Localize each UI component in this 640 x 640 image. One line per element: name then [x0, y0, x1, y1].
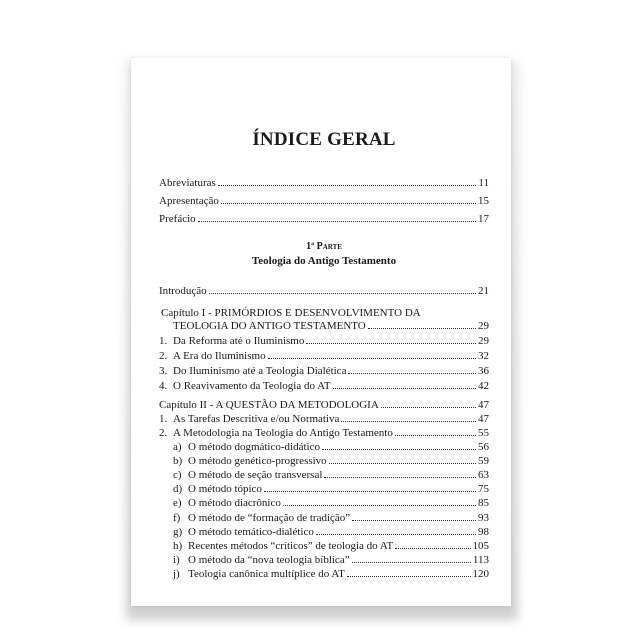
toc-entry-label: O método diacrônico [188, 497, 281, 510]
leader-dots [221, 194, 476, 204]
leader-dots [316, 525, 476, 535]
toc-entry-page: 55 [478, 427, 489, 439]
leader-dots [324, 468, 476, 478]
leader-dots [283, 496, 476, 506]
part-label: 1ª Parte [306, 241, 342, 252]
toc-entry-label: O método tópico [188, 483, 262, 496]
toc-entry-number: 1. [159, 335, 168, 347]
toc-entry-label: Apresentação [159, 195, 219, 207]
leader-dots [381, 398, 476, 408]
toc-entry-number: 4. [159, 380, 168, 392]
toc-entry-number: 1. [159, 413, 168, 425]
toc-entry-label: Abreviaturas [159, 177, 216, 189]
page-title: ÍNDICE GERAL [252, 129, 396, 150]
toc-entry-page: 59 [478, 455, 489, 468]
toc-entry-page: 75 [478, 483, 489, 496]
book-page [131, 58, 511, 606]
toc-entry-label: As Tarefas Descritiva e/ou Normativa [173, 413, 340, 425]
toc-entry-page: 113 [472, 553, 489, 566]
leader-dots [352, 553, 471, 563]
toc-entry-page: 15 [478, 195, 489, 207]
chapter-1-heading-line2 [159, 319, 489, 333]
leader-dots [198, 212, 476, 222]
toc-entry-number: h) [173, 539, 183, 552]
toc-entry-page: 98 [478, 525, 489, 538]
toc-entry-ch1-item [159, 364, 489, 378]
toc-entry-label: O método temático-dialético [188, 525, 314, 538]
toc-entry-label: Recentes métodos “críticos” de teologia do AT [188, 539, 394, 552]
toc-entry-label: O método de seção transversal [188, 469, 323, 482]
toc-entry-number: j) [173, 567, 180, 580]
leader-dots [218, 176, 477, 186]
toc-entry-label: O método dogmático-didático [188, 441, 320, 453]
toc-entry-page: 93 [478, 511, 489, 524]
leader-dots [348, 364, 476, 374]
toc-subentry [159, 454, 489, 468]
toc-subentry [159, 468, 489, 482]
toc-entry-number: c) [173, 469, 182, 482]
chapter-1-heading-line1: Capítulo I - PRIMÓRDIOS E DESENVOLVIMENTO DA [161, 307, 421, 319]
toc-entry-label: Do Iluminismo até a Teologia Dialética [173, 365, 347, 377]
toc-entry-number: a) [173, 441, 182, 453]
toc-entry-page: 32 [478, 350, 489, 362]
toc-entry-label: O Reavivamento da Teologia do AT [173, 380, 331, 392]
toc-entry-label: Capítulo II - A QUESTÃO DA METODOLOGIA [159, 399, 379, 411]
toc-entry-abreviaturas [159, 176, 489, 190]
toc-entry-label: A Metodologia na Teologia do Antigo Testamento [173, 427, 393, 439]
toc-entry-page: 29 [478, 335, 489, 347]
toc-entry-label: O método genético-progressivo [188, 455, 327, 468]
toc-entry-page: 47 [478, 399, 489, 411]
toc-entry-page: 47 [478, 413, 489, 425]
toc-entry-page: 42 [478, 380, 489, 392]
leader-dots [341, 412, 476, 422]
leader-dots [395, 539, 470, 549]
toc-subentry [159, 496, 489, 510]
toc-entry-label: TEOLOGIA DO ANTIGO TESTAMENTO [173, 320, 366, 332]
toc-entry-ch1-item [159, 334, 489, 348]
toc-subentry [159, 553, 489, 567]
leader-dots [395, 426, 476, 436]
toc-entry-page: 29 [478, 320, 489, 332]
toc-entry-page: 120 [472, 567, 489, 580]
toc-entry-prefacio [159, 212, 489, 226]
leader-dots [264, 482, 476, 492]
toc-entry-ch1-item [159, 379, 489, 393]
leader-dots [209, 284, 476, 294]
toc-entry-number: 3. [159, 365, 168, 377]
toc-entry-number: i) [173, 553, 180, 566]
toc-entry-number: d) [173, 483, 183, 496]
toc-entry-page: 11 [478, 177, 489, 189]
toc-subentry [159, 525, 489, 539]
leader-dots [268, 349, 476, 359]
toc-entry-page: 85 [478, 497, 489, 510]
toc-entry-ch2-item [159, 426, 489, 440]
leader-dots [368, 319, 476, 329]
toc-entry-number: g) [173, 525, 183, 538]
leader-dots [347, 567, 471, 577]
toc-entry-introducao [159, 284, 489, 298]
toc-entry-label: A Era do Iluminismo [173, 350, 266, 362]
toc-entry-number: b) [173, 455, 183, 468]
toc-entry-number: e) [173, 497, 182, 510]
toc-entry-number: f) [173, 511, 181, 524]
leader-dots [329, 454, 476, 464]
toc-entry-number: 2. [159, 427, 168, 439]
toc-entry-label: Introdução [159, 285, 207, 297]
chapter-2-heading [159, 398, 489, 412]
toc-subentry [159, 511, 489, 525]
toc-entry-page: 21 [478, 285, 489, 297]
toc-subentry [159, 567, 489, 581]
toc-entry-page: 36 [478, 365, 489, 377]
toc-subentry [159, 440, 489, 454]
leader-dots [352, 511, 476, 521]
toc-entry-label: Prefácio [159, 213, 196, 225]
part-title: Teologia do Antigo Testamento [251, 255, 397, 267]
toc-subentry [159, 482, 489, 496]
toc-entry-page: 17 [478, 213, 489, 225]
toc-entry-ch1-item [159, 349, 489, 363]
toc-entry-label: Teologia canônica multíplice do AT [188, 567, 345, 580]
toc-entry-page: 63 [478, 469, 489, 482]
leader-dots [306, 334, 476, 344]
toc-entry-label: Da Reforma até o Iluminismo [173, 335, 305, 347]
toc-entry-page: 105 [472, 539, 489, 552]
toc-entry-ch2-item [159, 412, 489, 426]
toc-entry-number: 2. [159, 350, 168, 362]
leader-dots [333, 379, 476, 389]
leader-dots [322, 440, 476, 450]
toc-entry-label: O método da “nova teologia bíblica” [188, 553, 350, 566]
toc-entry-apresentacao [159, 194, 489, 208]
toc-subentry [159, 539, 489, 553]
toc-entry-page: 56 [478, 441, 489, 453]
toc-entry-label: O método de “formação de tradição” [188, 511, 351, 524]
